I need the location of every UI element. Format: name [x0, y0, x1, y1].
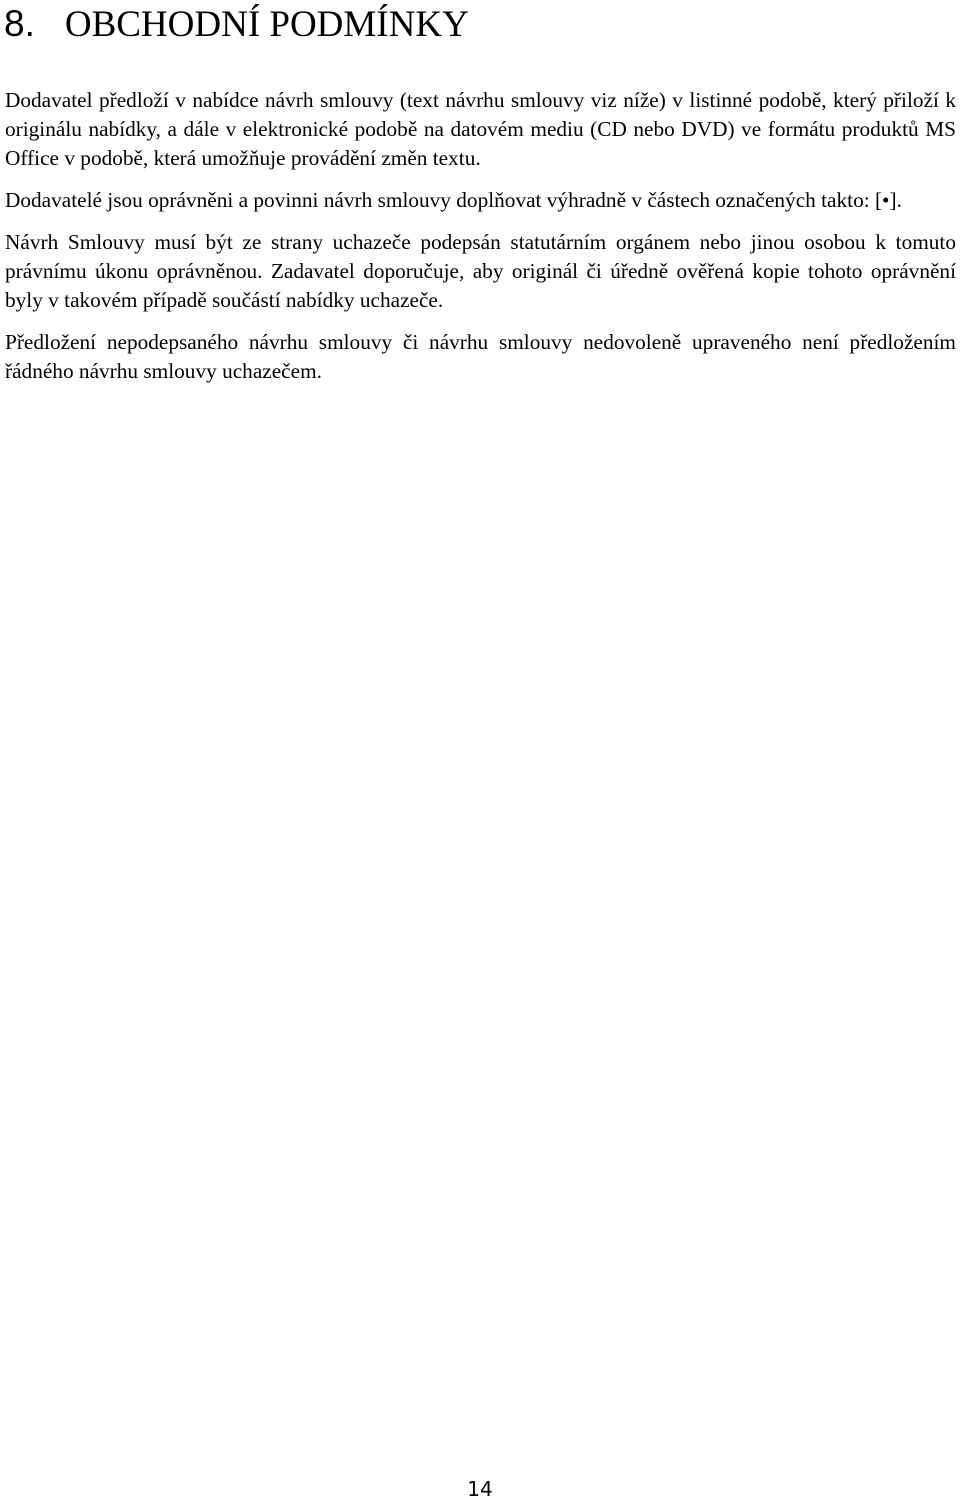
- paragraph-invalid-proposal: Předložení nepodepsaného návrhu smlouvy či návrhu smlouvy nedovoleně upraveného není předložením řádného návrhu smlouvy uchazečem.: [5, 330, 956, 383]
- paragraph-signature-requirement: Návrh Smlouvy musí být ze strany uchazeče podepsán statutárním orgánem nebo jinou osobou k tomuto právnímu úkonu oprávněnou. Zadavatel doporučuje, aby originál či úředně ověřená kopie tohoto oprávnění byly v takovém případě součástí nabídky uchazeče.: [5, 230, 956, 312]
- paragraph-completion-rights: Dodavatelé jsou oprávněni a povinni návrh smlouvy doplňovat výhradně v částech označených takto: [•].: [5, 188, 902, 212]
- paragraph-proposal-submission: Dodavatel předloží v nabídce návrh smlouvy (text návrhu smlouvy viz níže) v listinné podobě, který přiloží k originálu nabídky, a dále v elektronické podobě na datovém mediu (CD nebo DVD) ve formátu produktů MS Office v podobě, která umožňuje provádění změn textu.: [5, 88, 956, 170]
- page-number: 14: [467, 1477, 493, 1501]
- section-heading: [4, 2, 469, 47]
- section-number: 8.: [4, 3, 35, 44]
- section-title: OBCHODNÍ PODMÍNKY: [64, 4, 469, 45]
- document-body: [5, 86, 956, 399]
